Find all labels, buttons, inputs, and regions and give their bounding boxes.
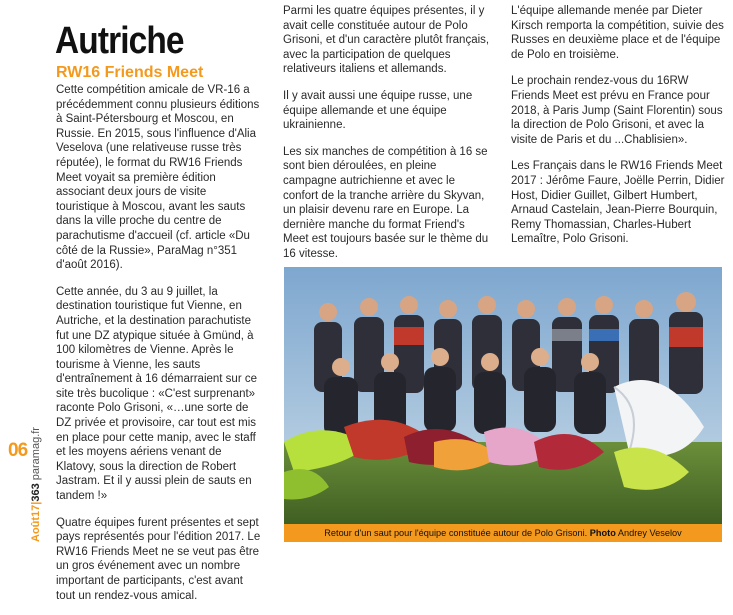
- paragraph: Il y avait aussi une équipe russe, une équipe allemande et une équipe ukrainienne.: [283, 89, 473, 132]
- paragraph: Parmi les quatre équipes présentes, il y avait celle constituée autour de Polo Grisoni, et d'un caractère plutôt français, avec la participation de quelques relativeurs italiens et allemands.: [283, 5, 490, 76]
- paragraph: Cette année, du 3 au 9 juillet, la destination touristique fut Vienne, en Autriche, et la destination parachutiste fut une DZ atypique située à Gmünd, à 100 kilomètres de Vienne. Après le tourisme à Vienne, les sauts d'entraînement à 16 démarraient sur ce site très bucolique : «C'est surprenant» raconte Polo Grisoni, «…une sorte de DZ privée et provisoire, car tout est mis en place pour cette manip, avec le staff et les moyens aériens venant de Klatovy, sous la direction de Robert Jastram. Et il y aussi plein de sauts en tandem !»: [56, 285, 258, 503]
- team-photo-figure: [284, 267, 722, 542]
- article-subtitle: RW16 Friends Meet: [56, 64, 204, 81]
- article-title: Autriche: [55, 20, 184, 62]
- issue-month: Août17: [30, 504, 42, 542]
- team-photo: [284, 267, 722, 525]
- photo-caption: [284, 524, 722, 542]
- paragraph: L'équipe allemande menée par Dieter Kirsch remporta la compétition, suivie des Russes en deuxième place et de l'équipe de Polo en troisième.: [511, 5, 724, 61]
- photo-credit-name: Andrey Veselov: [617, 528, 682, 538]
- paragraph: Les Français dans le RW16 Friends Meet 2017 : Jérôme Faure, Joëlle Perrin, Didier Host, Didier Guillet, Gilbert Humbert, Arnaud Castelain, Jean-Pierre Bourquin, Remy Thomassian, Charles-Hubert Lemaître, Polo Grisoni.: [511, 160, 725, 246]
- issue-info: [30, 427, 42, 542]
- page-number: 06: [8, 440, 28, 461]
- paragraph: Le prochain rendez-vous du 16RW Friends Meet est prévu en France pour 2018, à Paris Jump (Saint Florentin) sous la direction de Polo Grisoni, et avec la visite de Paris et du ...Chablisien».: [511, 75, 723, 146]
- caption-text: Retour d'un saut pour l'équipe constituée autour de Polo Grisoni.: [324, 528, 588, 538]
- article-column-1: [56, 4, 262, 615]
- article-column-3: [511, 4, 726, 259]
- site-name: paramag.fr: [30, 427, 42, 481]
- photo-credit-label: Photo: [589, 528, 616, 538]
- paragraph: Les six manches de compétition à 16 se sont bien déroulées, en pleine campagne autrichienne et avec le confort de la tranche arrière du Skyvan, un plaisir devenu rare en Europe. La dernière manche du format Friend's Meet est toujours basée sur le thème du 16 vitesse.: [283, 145, 489, 260]
- paragraph: Quatre équipes furent présentes et sept pays représentés pour l'édition 2017. Le RW16 Friends Meet ne se veut pas être un gros événement avec un nombre important de participants, c'est avant tout un rendez-vous amical.: [56, 516, 261, 602]
- issue-separator: |: [30, 501, 42, 505]
- issue-number: 363: [30, 483, 42, 502]
- paragraph: Cette compétition amicale de VR-16 a précédemment connu plusieurs éditions à Saint-Pétersbourg et Moscou, en Russie. En 2015, sous l'influence d'Alia Veselova (une relativeuse russe très réputée), le format du RW16 Friends Meet voyait sa première édition associant deux jours de visite touristique à Moscou, avant les sauts dans la ville proche du centre de parachutisme d'accueil (cf. article «Du côté de la Russie», ParaMag n°351 d'août 2016).: [56, 84, 260, 272]
- article-column-2: [283, 4, 491, 274]
- page-margin-info: [6, 427, 42, 544]
